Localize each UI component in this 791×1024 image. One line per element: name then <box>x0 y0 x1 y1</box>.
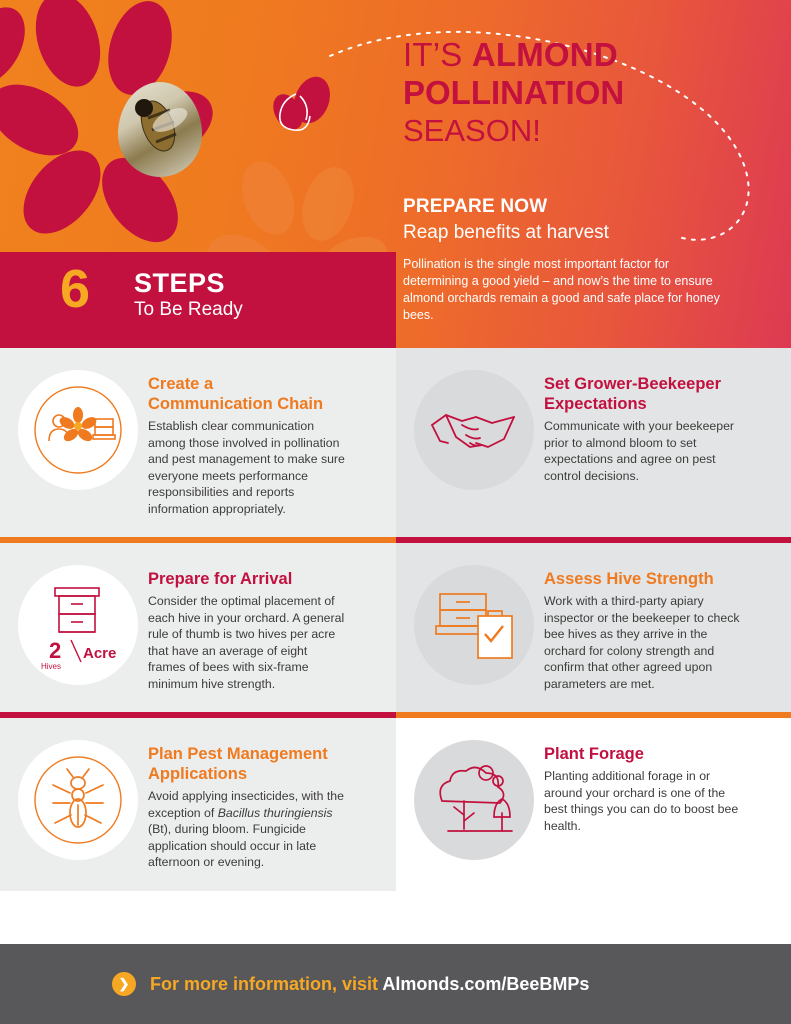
step-5-title <box>148 744 348 784</box>
step-2-body: Communicate with your beekeeper prior to almond bloom to set expectations and agree on pest control decisions. <box>544 419 735 483</box>
step-3-text <box>148 565 348 692</box>
step-5-body-part1: Avoid applying insecticides, with the exception of <box>148 789 344 820</box>
step-6-title-line1: Plant Forage <box>544 745 644 763</box>
tree-and-forage-plants-icon <box>414 740 534 860</box>
step-2-text <box>544 370 744 517</box>
step-card-1 <box>0 348 396 537</box>
title-line-1 <box>403 36 763 74</box>
intro-paragraph: Pollination is the single most important factor for determining a good yield – and now’s the time to ensure almond orchards remain a good and safe place for honey bees. <box>403 257 720 322</box>
step-2-title <box>544 374 744 414</box>
step-card-3 <box>0 543 396 712</box>
step-1-title-line2: Communication Chain <box>148 395 324 413</box>
footer-link-url[interactable]: Almonds.com/BeeBMPs <box>382 973 590 994</box>
header-banner <box>0 0 791 348</box>
steps-row-3 <box>0 718 791 891</box>
step-4-title-line1: Assess Hive Strength <box>544 570 714 588</box>
step-card-6 <box>396 718 791 891</box>
hive-inspection-checklist-icon <box>414 565 534 685</box>
beehive-two-hives-per-acre-icon <box>18 565 138 685</box>
title-its: IT’S <box>403 36 472 73</box>
step-2-title-line1: Set Grower-Beekeeper <box>544 375 721 393</box>
communication-people-icon <box>18 370 138 490</box>
honey-bee-photo <box>118 82 202 177</box>
title-line-2: POLLINATION <box>403 74 625 111</box>
handshake-icon <box>414 370 534 490</box>
steps-sublabel: To Be Ready <box>134 299 243 320</box>
step-5-text <box>148 740 348 871</box>
title-almond: ALMOND <box>471 36 618 73</box>
title-block <box>403 36 763 150</box>
step-2-title-line2: Expectations <box>544 395 647 413</box>
footer-bar <box>0 944 791 1024</box>
steps-row-2 <box>0 543 791 712</box>
step-6-title <box>544 744 744 764</box>
step-1-title <box>148 374 348 414</box>
step-5-title-line2: Applications <box>148 765 248 783</box>
acre-label: Acre <box>83 645 117 662</box>
step-5-title-line1: Plan Pest Management <box>148 745 328 763</box>
step-1-title-line1: Create a <box>148 375 214 393</box>
step-6-body: Planting additional forage in or around your orchard is one of the best things you can do to boost bee health. <box>544 769 739 833</box>
footer-link-prefix: For more information, visit <box>150 973 383 994</box>
insect-pest-icon <box>18 740 138 860</box>
bee-illustration-icon <box>118 82 202 177</box>
steps-label: STEPS <box>134 268 226 298</box>
prepare-now-heading: PREPARE NOW <box>403 196 548 217</box>
footer-link[interactable] <box>150 974 589 995</box>
title-line-3: SEASON! <box>403 113 541 148</box>
hives-count-label: Hives <box>41 662 62 671</box>
footer-spacer <box>0 934 791 944</box>
step-3-body: Consider the optimal placement of each hive in your orchard. A general rule of thumb is two hives per acre that have an average of eight frames of bees with six-frame minimum hive strength. <box>148 594 345 691</box>
step-6-text <box>544 740 744 871</box>
step-card-2 <box>396 348 791 537</box>
step-card-5 <box>0 718 396 891</box>
step-4-title <box>544 569 744 589</box>
step-5-body-italic: Bacillus thuringiensis <box>217 805 333 820</box>
step-4-body: Work with a third-party apiary inspector or the beekeeper to check bee hives as they arrive in the orchard for colony strength and confirm that other agreed upon parameters are met. <box>544 594 740 691</box>
step-1-body: Establish clear communication among those involved in pollination and pest management to make sure everyone meets performance responsibilities and reports information appropriately. <box>148 419 345 516</box>
chevron-right-icon: ❯ <box>112 972 136 996</box>
reap-benefits-subheading: Reap benefits at harvest <box>403 222 609 243</box>
step-5-body <box>148 788 348 871</box>
step-4-text <box>544 565 744 692</box>
step-1-text <box>148 370 348 517</box>
hives-count-value: 2 <box>49 638 62 663</box>
step-5-body-part2: (Bt), during bloom. Fungicide application should occur in late afternoon or evening. <box>148 822 317 869</box>
step-3-title-line1: Prepare for Arrival <box>148 570 293 588</box>
step-3-title <box>148 569 348 589</box>
steps-count: 6 <box>60 259 91 319</box>
steps-grid <box>0 348 791 891</box>
step-card-4 <box>396 543 791 712</box>
steps-row-1 <box>0 348 791 537</box>
